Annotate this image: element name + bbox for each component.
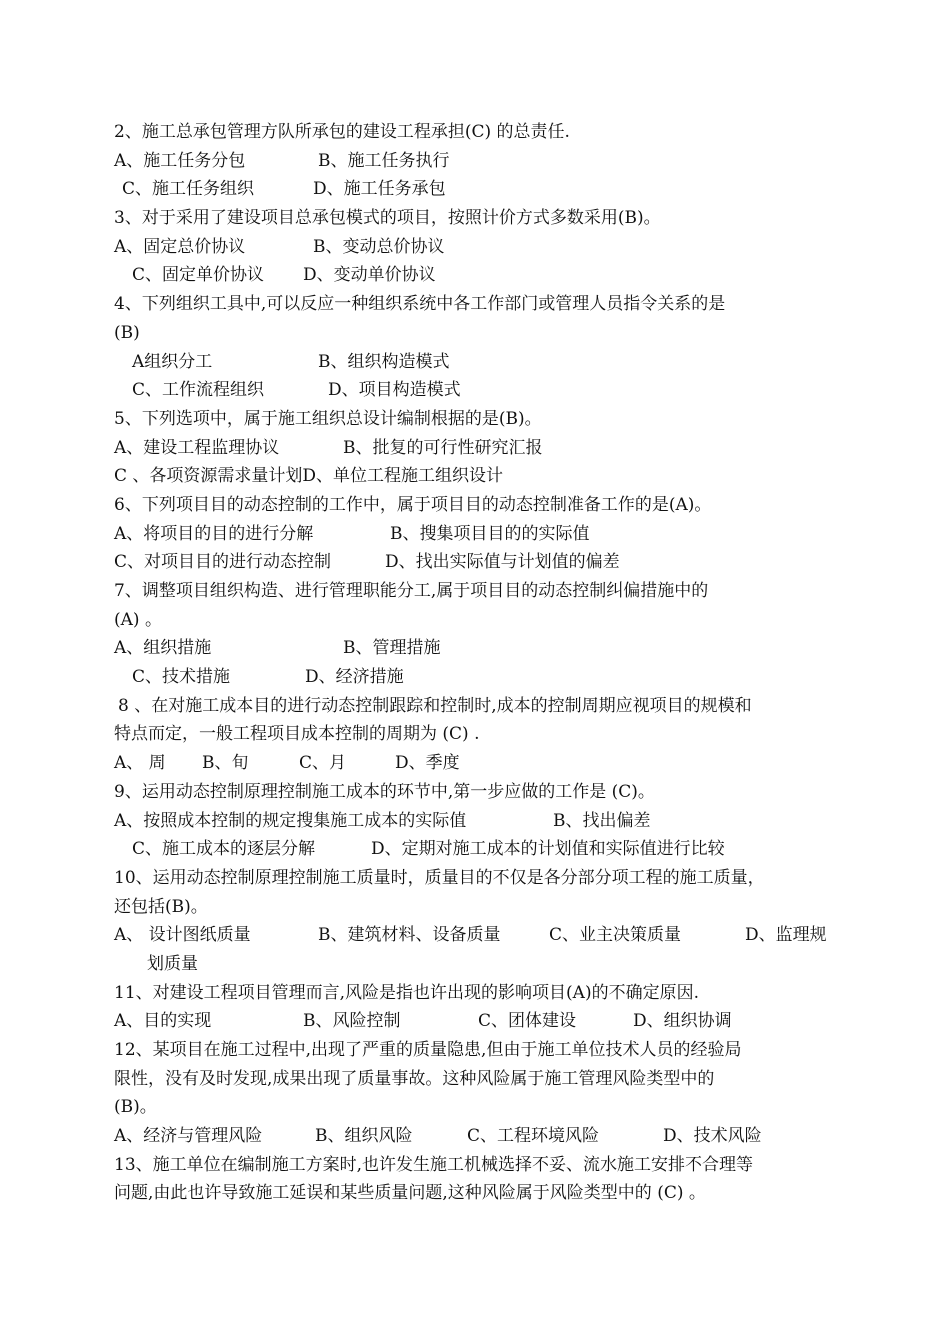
text-segment: 5、下列选项中，属于施工组织总设计编制根据的是(B)。 [114, 408, 542, 429]
text-segment: C、工程环境风险 [467, 1126, 600, 1147]
text-line [0, 1122, 950, 1151]
text-segment: A、按照成本控制的规定搜集施工成本的实际值 [114, 810, 467, 831]
text-segment: 8 、在对施工成本目的进行动态控制跟踪和控制时,成本的控制周期应视项目的规模和 [118, 695, 752, 716]
text-line [0, 491, 950, 520]
text-segment: A、固定总价协议 [114, 236, 246, 257]
text-segment: 特点而定，一般工程项目成本控制的周期为 (C) . [114, 724, 480, 745]
text-segment: B、组织构造模式 [318, 351, 450, 372]
text-line [0, 921, 950, 950]
text-segment: 3、对于采用了建设项目总承包模式的项目，按照计价方式多数采用(B)。 [114, 208, 661, 229]
text-segment: A、组织措施 [114, 638, 212, 659]
text-segment: D、施工任务承包 [313, 179, 446, 200]
text-line [0, 118, 950, 147]
text-line [0, 864, 950, 893]
text-line [0, 979, 950, 1008]
text-line [0, 348, 950, 377]
text-segment: 问题,由此也许导致施工延误和某些质量问题,这种风险属于风险类型中的 (C) 。 [114, 1183, 706, 1204]
text-segment: (B) [114, 322, 140, 343]
text-line [0, 634, 950, 663]
text-line [0, 233, 950, 262]
text-line [0, 720, 950, 749]
text-line [0, 577, 950, 606]
text-segment: A、目的实现 [114, 1011, 212, 1032]
text-segment: C 、各项资源需求量计划D、单位工程施工组织设计 [114, 466, 504, 487]
text-line [0, 520, 950, 549]
text-line [0, 950, 950, 979]
text-segment: 13、施工单位在编制施工方案时,也许发生施工机械选择不妥、流水施工安排不合理等 [114, 1154, 754, 1175]
text-line [0, 319, 950, 348]
text-line [0, 462, 950, 491]
text-segment: A组织分工 [132, 351, 213, 372]
text-segment: A、 周 [114, 753, 166, 774]
text-segment: 限性，没有及时发现,成果出现了质量事故。这种风险属于施工管理风险类型中的 [114, 1068, 715, 1089]
text-line [0, 434, 950, 463]
text-line [0, 807, 950, 836]
text-line [0, 290, 950, 319]
text-line [0, 778, 950, 807]
text-segment: A、将项目的目的进行分解 [114, 523, 314, 544]
text-segment: 7、调整项目组织构造、进行管理职能分工,属于项目目的动态控制纠偏措施中的 [114, 581, 709, 601]
text-segment: B、批复的可行性研究汇报 [343, 437, 543, 458]
text-segment: 12、某项目在施工过程中,出现了严重的质量隐患,但由于施工单位技术人员的经验局 [114, 1040, 742, 1060]
text-segment: B、组织风险 [315, 1126, 413, 1147]
text-line [0, 261, 950, 290]
text-segment: B、旬 [202, 753, 249, 774]
text-segment: D、经济措施 [305, 667, 404, 688]
text-segment: D、定期对施工成本的计划值和实际值进行比较 [371, 839, 725, 860]
text-segment: 2、施工总承包管理方队所承包的建设工程承担(C) 的总责任. [114, 122, 570, 142]
text-line [0, 606, 950, 635]
text-segment: D、找出实际值与计划值的偏差 [385, 552, 620, 573]
text-segment: B、管理措施 [343, 638, 441, 659]
text-segment: D、监理规 [745, 925, 827, 946]
text-segment: C、团体建设 [478, 1011, 577, 1032]
text-segment: B、风险控制 [303, 1011, 401, 1032]
text-segment: 9、运用动态控制原理控制施工成本的环节中,第一步应做的工作是 (C)。 [114, 781, 655, 802]
text-line [0, 548, 950, 577]
text-segment: A、施工任务分包 [114, 150, 246, 171]
text-segment: C、对项目目的进行动态控制 [114, 552, 332, 573]
text-line [0, 835, 950, 864]
text-segment: A、 设计图纸质量 [114, 925, 251, 946]
text-segment: 6、下列项目目的动态控制的工作中，属于项目目的动态控制准备工作的是(A)。 [114, 494, 712, 515]
text-segment: B、搜集项目目的的实际值 [390, 523, 590, 544]
text-segment: C、技术措施 [132, 667, 231, 688]
text-line [0, 175, 950, 204]
text-segment: (B)。 [114, 1097, 157, 1118]
text-line [0, 1093, 950, 1122]
text-line [0, 376, 950, 405]
text-line [0, 749, 950, 778]
text-line [0, 204, 950, 233]
text-line [0, 663, 950, 692]
text-segment: 10、运用动态控制原理控制施工质量时，质量目的不仅是各分部分项工程的施工质量， [114, 867, 765, 888]
text-segment: D、组织协调 [633, 1011, 732, 1032]
text-segment: (A) 。 [114, 609, 162, 630]
text-segment: A、经济与管理风险 [114, 1126, 263, 1147]
text-line [0, 893, 950, 922]
text-segment: C、施工成本的逐层分解 [132, 839, 316, 860]
text-segment: 4、下列组织工具中,可以反应一种组织系统中各工作部门或管理人员指令关系的是 [114, 294, 726, 315]
text-line [0, 1179, 950, 1208]
text-segment: B、变动总价协议 [313, 236, 445, 257]
text-segment: C、施工任务组织 [122, 179, 255, 200]
text-segment: D、项目构造模式 [328, 380, 461, 401]
text-segment: C、固定单价协议 [132, 265, 265, 286]
text-segment: C、工作流程组织 [132, 380, 265, 401]
document-body [0, 118, 950, 1208]
text-segment: C、月 [299, 753, 347, 774]
text-segment: D、变动单价协议 [303, 265, 436, 286]
text-segment: B、施工任务执行 [318, 150, 450, 171]
text-line [0, 1036, 950, 1065]
text-line [0, 147, 950, 176]
text-segment: D、季度 [395, 753, 460, 774]
text-segment: B、建筑材料、设备质量 [318, 925, 501, 946]
text-segment: C、业主决策质量 [549, 925, 682, 946]
text-line [0, 1151, 950, 1180]
text-segment: B、找出偏差 [553, 810, 651, 831]
text-line [0, 1007, 950, 1036]
text-line [0, 692, 950, 721]
text-segment: 划质量 [147, 953, 198, 974]
text-segment: 11、对建设工程项目管理而言,风险是指也许出现的影响项目(A)的不确定原因. [114, 982, 699, 1003]
text-segment: 还包括(B)。 [114, 896, 208, 917]
text-segment: D、技术风险 [663, 1126, 762, 1147]
text-line [0, 1065, 950, 1094]
text-segment: A、建设工程监理协议 [114, 437, 280, 458]
text-line [0, 405, 950, 434]
